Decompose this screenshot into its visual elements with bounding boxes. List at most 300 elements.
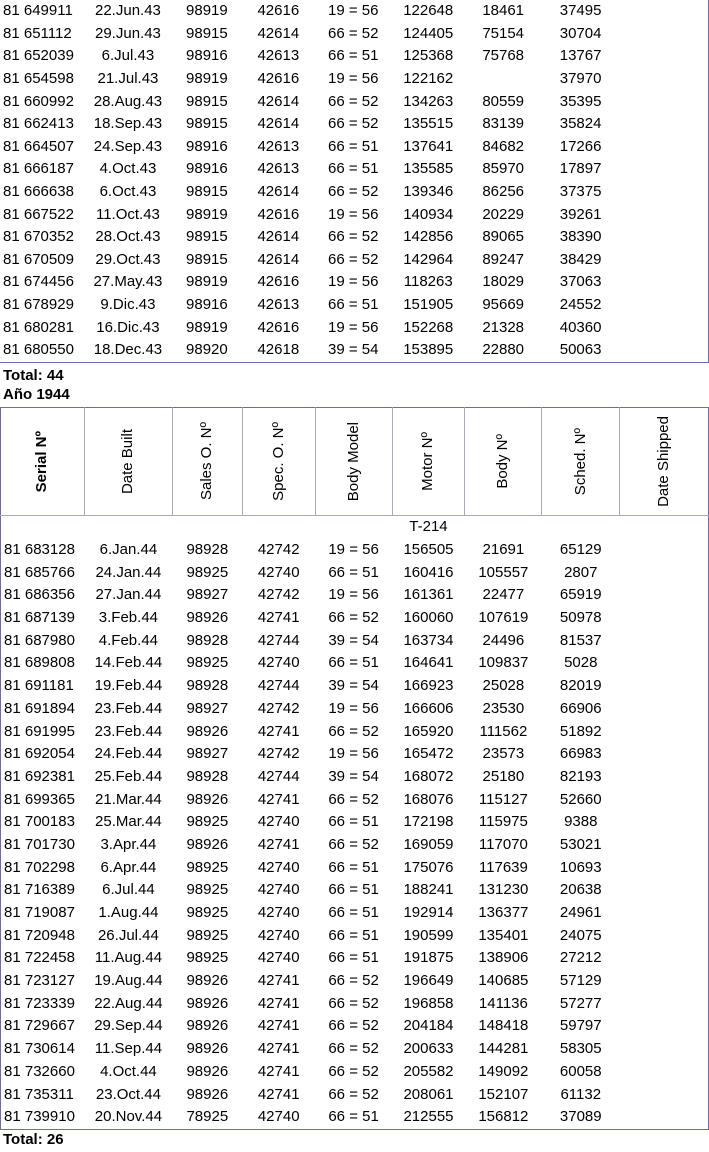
cell-sales-order: 98916 xyxy=(186,137,228,155)
cell-body-model: 19 = 56 xyxy=(328,70,379,88)
cell-sales-order: 98926 xyxy=(186,1040,229,1058)
cell-date-built: 6.Oct.43 xyxy=(99,183,157,201)
cell-date-built: 11.Oct.43 xyxy=(95,205,160,223)
cell-date-shipped xyxy=(620,68,709,91)
cell-date-built: 25.Mar.44 xyxy=(95,813,162,831)
cell-body xyxy=(465,68,542,91)
cell-sched: 35824 xyxy=(559,115,602,133)
cell-motor: 169059 xyxy=(403,835,454,853)
table-row xyxy=(1,675,709,698)
cell-body: 107619 xyxy=(478,609,529,627)
cell-spec-order: 42742 xyxy=(257,699,300,717)
cell-sched: 17266 xyxy=(559,137,602,155)
cell-spec-order: 42740 xyxy=(257,949,300,967)
cell-body: 89247 xyxy=(482,250,525,268)
cell-serial: 81 670352 xyxy=(3,228,74,246)
cell-date-built: 16.Dic.43 xyxy=(96,318,160,336)
cell-motor: 161361 xyxy=(403,586,454,604)
cell-body: 152107 xyxy=(478,1085,529,1103)
cell-serial: 81 699365 xyxy=(4,790,75,808)
cell-sched: 37375 xyxy=(559,183,602,201)
cell-spec-order: 42613 xyxy=(257,160,300,178)
cell-sched: 82019 xyxy=(559,677,602,695)
cell-sched: 2807 xyxy=(564,563,598,581)
cell-spec-order: 42741 xyxy=(257,1085,300,1103)
cell-serial: 81 691894 xyxy=(4,699,75,717)
cell-sales-order: 98920 xyxy=(172,339,242,362)
cell-sched: 65129 xyxy=(559,541,602,559)
cell-sched: 66906 xyxy=(559,699,602,717)
cell-motor: 124405 xyxy=(403,24,454,42)
header-body: Body Nº xyxy=(465,408,542,516)
cell-date-built: 6.Jul.43 xyxy=(101,47,155,65)
cell-date-built: 27.Jan.44 xyxy=(95,586,162,604)
cell-sales-order: 98928 xyxy=(186,631,229,649)
cell-serial: 81 720948 xyxy=(4,926,75,944)
cell-motor: 196649 xyxy=(403,972,454,990)
cell-sched: 57129 xyxy=(559,972,602,990)
cell-spec-order: 42618 xyxy=(242,339,315,362)
cell-motor: 190599 xyxy=(403,926,454,944)
cell-sales-order: 98926 xyxy=(186,835,229,853)
cell-serial: 81 739910 xyxy=(4,1108,75,1126)
cell-date-shipped xyxy=(620,629,709,652)
cell-body-model: 19 = 56 xyxy=(328,273,379,291)
cell-spec-order: 42741 xyxy=(257,1040,300,1058)
cell-date-built: 22.Jun.43 xyxy=(95,2,161,20)
cell-body: 136377 xyxy=(478,904,529,922)
cell-date-built: 29.Jun.43 xyxy=(95,24,161,42)
cell-date-shipped xyxy=(620,23,709,46)
cell-motor: 196858 xyxy=(403,994,454,1012)
cell-sales-order: 98919 xyxy=(186,205,228,223)
cell-sales-order: 98919 xyxy=(186,70,228,88)
cell-body-model: 66 = 52 xyxy=(328,722,379,740)
cell-spec-order: 42613 xyxy=(257,296,300,314)
table-row xyxy=(1,924,709,947)
cell-serial: 81 729667 xyxy=(4,1017,75,1035)
cell-date-shipped xyxy=(620,561,709,584)
cell-date-built: 11.Aug.44 xyxy=(94,949,163,967)
cell-sales-order: 98925 xyxy=(186,654,229,672)
cell-body: 138906 xyxy=(478,949,529,967)
cell-date-shipped xyxy=(620,1015,709,1038)
year-heading: Año 1944 xyxy=(3,386,70,403)
cell-body-model: 66 = 51 xyxy=(328,296,379,314)
cell-date-shipped xyxy=(620,970,709,993)
cell-date-shipped xyxy=(620,675,709,698)
cell-sales-order: 98926 xyxy=(186,1062,229,1080)
table-row xyxy=(1,1061,709,1084)
table-row xyxy=(1,902,709,925)
cell-body: 22880 xyxy=(465,339,542,362)
cell-spec-order: 42741 xyxy=(257,972,300,990)
cell-body-model: 66 = 52 xyxy=(328,250,379,268)
cell-sched: 20638 xyxy=(559,881,602,899)
cell-sched: 38390 xyxy=(559,228,602,246)
cell-body-model: 66 = 51 xyxy=(328,137,379,155)
cell-date-built: 23.Feb.44 xyxy=(94,722,163,740)
table-row xyxy=(0,0,709,23)
cell-serial: 81 719087 xyxy=(4,904,75,922)
cell-body: 141136 xyxy=(478,994,528,1012)
cell-spec-order: 42741 xyxy=(257,994,300,1012)
cell-sales-order: 98925 xyxy=(186,904,229,922)
cell-body: 109837 xyxy=(478,654,529,672)
table-row xyxy=(0,45,709,68)
cell-serial: 81 692381 xyxy=(4,767,75,785)
table-row xyxy=(1,766,709,789)
cell-body: 21328 xyxy=(482,318,525,336)
cell-date-built: 23.Feb.44 xyxy=(94,699,163,717)
cell-serial: 81 666638 xyxy=(3,183,74,201)
cell-motor: 172198 xyxy=(403,813,454,831)
cell-date-shipped xyxy=(620,652,709,675)
cell-sales-order: 98927 xyxy=(186,699,229,717)
cell-body-model: 66 = 52 xyxy=(328,1085,379,1103)
cell-motor: 137641 xyxy=(403,137,454,155)
cell-sales-order: 98926 xyxy=(186,1017,229,1035)
cell-motor: 151905 xyxy=(403,296,454,314)
cell-date-shipped xyxy=(620,45,709,68)
table-row xyxy=(1,811,709,834)
cell-date-shipped xyxy=(620,539,709,562)
cell-body: 117070 xyxy=(478,835,528,853)
cell-body-model: 39 = 54 xyxy=(328,631,379,649)
cell-sales-order: 98928 xyxy=(186,677,229,695)
cell-body: 131230 xyxy=(478,881,529,899)
cell-motor: 125368 xyxy=(403,47,454,65)
cell-body: 105557 xyxy=(478,563,529,581)
cell-date-built: 4.Feb.44 xyxy=(98,631,159,649)
cell-date-built: 21.Jul.43 xyxy=(97,70,159,88)
cell-spec-order: 42740 xyxy=(257,881,300,899)
cell-sales-order: 98925 xyxy=(186,563,229,581)
table-row xyxy=(1,879,709,902)
table-row xyxy=(0,226,709,249)
cell-date-built: 3.Apr.44 xyxy=(100,835,157,853)
cell-spec-order: 42741 xyxy=(257,609,300,627)
cell-motor: 168076 xyxy=(403,790,454,808)
cell-sales-order: 98915 xyxy=(186,250,228,268)
cell-date-shipped xyxy=(620,1038,709,1061)
cell-motor: 142964 xyxy=(403,250,454,268)
table-row xyxy=(1,1083,709,1106)
cell-body-model: 19 = 56 xyxy=(328,745,379,763)
cell-date-shipped xyxy=(620,766,709,789)
total-1944: Total: 26 xyxy=(3,1131,64,1148)
table-row xyxy=(1,788,709,811)
cell-serial: 81 701730 xyxy=(4,835,75,853)
cell-spec-order: 42744 xyxy=(257,677,300,695)
cell-sched: 13767 xyxy=(559,47,602,65)
cell-spec-order: 42742 xyxy=(257,541,300,559)
cell-body-model: 66 = 51 xyxy=(328,926,379,944)
cell-serial: 81 664507 xyxy=(3,137,74,155)
table-row xyxy=(1,629,709,652)
header-sales-order: Sales O. Nº xyxy=(172,408,242,516)
cell-body: 86256 xyxy=(482,183,525,201)
table-row xyxy=(1,992,709,1015)
cell-sales-order: 98919 xyxy=(186,2,228,20)
cell-spec-order: 42740 xyxy=(257,654,300,672)
table-row xyxy=(0,68,709,91)
cell-date-shipped xyxy=(620,136,709,159)
cell-sched: 24075 xyxy=(559,926,602,944)
cell-serial: 81 678929 xyxy=(3,296,74,314)
cell-motor: 188241 xyxy=(403,881,454,899)
cell-date-shipped xyxy=(620,743,709,766)
cell-sales-order: 98915 xyxy=(186,115,228,133)
cell-sched: 58305 xyxy=(559,1040,602,1058)
cell-sales-order: 98926 xyxy=(186,790,229,808)
cell-sched: 50978 xyxy=(559,609,602,627)
cell-date-built: 6.Jul.44 xyxy=(102,881,155,899)
cell-date-built: 27.May.43 xyxy=(93,273,163,291)
cell-sched: 59797 xyxy=(559,1017,602,1035)
cell-date-built: 22.Aug.44 xyxy=(94,994,163,1012)
cell-body-model: 66 = 52 xyxy=(328,972,379,990)
cell-date-shipped xyxy=(620,0,709,23)
cell-date-shipped xyxy=(620,811,709,834)
table-row xyxy=(1,743,709,766)
cell-date-built: 4.Oct.44 xyxy=(100,1062,157,1080)
cell-sched: 53021 xyxy=(559,835,602,853)
cell-sched: 50063 xyxy=(542,339,620,362)
cell-spec-order: 42613 xyxy=(257,137,300,155)
cell-body: 83139 xyxy=(482,115,525,133)
cell-date-built: 26.Jul.44 xyxy=(97,926,159,944)
cell-spec-order: 42614 xyxy=(257,115,300,133)
cell-date-shipped xyxy=(620,203,709,226)
table-row xyxy=(1,584,709,607)
cell-motor: 134263 xyxy=(403,92,454,110)
cell-body: 20229 xyxy=(482,205,525,223)
cell-date-built: 29.Oct.43 xyxy=(95,250,161,268)
header-serial: Serial Nº xyxy=(1,408,85,516)
cell-serial: 81 683128 xyxy=(4,541,75,559)
cell-serial: 81 649911 xyxy=(3,2,73,20)
table-1943-continuation xyxy=(0,0,709,363)
cell-sales-order: 98926 xyxy=(186,994,229,1012)
cell-date-built: 6.Apr.44 xyxy=(100,858,157,876)
cell-spec-order: 42741 xyxy=(257,835,300,853)
cell-sales-order: 98926 xyxy=(186,722,229,740)
cell-sales-order: 98915 xyxy=(186,183,228,201)
cell-body: 95669 xyxy=(482,296,525,314)
cell-body: 22477 xyxy=(482,586,525,604)
cell-sched: 37495 xyxy=(559,2,602,20)
cell-date-shipped xyxy=(620,607,709,630)
cell-date-built: 24.Jan.44 xyxy=(95,563,162,581)
cell-body: 115127 xyxy=(478,790,528,808)
cell-body: 117639 xyxy=(478,858,528,876)
table-row xyxy=(0,158,709,181)
cell-date-built: 28.Oct.43 xyxy=(95,228,161,246)
header-date-shipped: Date Shipped xyxy=(620,408,709,516)
cell-serial: 81 670509 xyxy=(3,250,74,268)
cell-serial: 81 732660 xyxy=(4,1062,75,1080)
cell-date-shipped xyxy=(620,834,709,857)
cell-body-model: 66 = 52 xyxy=(328,609,379,627)
cell-spec-order: 42614 xyxy=(257,183,300,201)
cell-serial: 81 662413 xyxy=(3,115,74,133)
cell-body-model: 19 = 56 xyxy=(328,541,379,559)
cell-serial: 81 723339 xyxy=(4,994,75,1012)
cell-date-shipped xyxy=(620,271,709,294)
table-row xyxy=(0,294,709,317)
cell-date-built: 24.Feb.44 xyxy=(94,745,163,763)
cell-spec-order: 42616 xyxy=(257,205,300,223)
cell-spec-order: 42740 xyxy=(257,563,300,581)
table-row xyxy=(1,947,709,970)
cell-date-built: 25.Feb.44 xyxy=(94,767,163,785)
table-row xyxy=(0,339,709,362)
table-row xyxy=(0,316,709,339)
cell-date-built: 21.Mar.44 xyxy=(95,790,162,808)
cell-serial: 81 667522 xyxy=(3,205,74,223)
cell-body: 144281 xyxy=(478,1040,529,1058)
cell-sales-order: 98925 xyxy=(186,813,229,831)
cell-date-shipped xyxy=(620,879,709,902)
cell-sched: 9388 xyxy=(564,813,598,831)
cell-spec-order: 42740 xyxy=(257,813,300,831)
cell-date-built: 24.Sep.43 xyxy=(93,137,163,155)
table-row xyxy=(1,856,709,879)
cell-body-model: 19 = 56 xyxy=(328,699,379,717)
cell-date-shipped xyxy=(620,181,709,204)
cell-motor: 135585 xyxy=(403,160,454,178)
cell-sched: 61132 xyxy=(560,1085,602,1103)
table-row xyxy=(1,720,709,743)
cell-body: 135401 xyxy=(478,926,529,944)
cell-body-model: 66 = 51 xyxy=(328,858,379,876)
cell-sched: 82193 xyxy=(559,767,602,785)
cell-serial: 81 692054 xyxy=(4,745,75,763)
header-spec-order: Spec. O. Nº xyxy=(242,408,315,516)
cell-motor: 192914 xyxy=(403,904,454,922)
cell-spec-order: 42741 xyxy=(257,1062,300,1080)
cell-spec-order: 42614 xyxy=(257,228,300,246)
cell-sched: 35395 xyxy=(559,92,602,110)
cell-sales-order: 78925 xyxy=(186,1108,229,1126)
cell-body: 140685 xyxy=(478,972,529,990)
cell-motor: 175076 xyxy=(403,858,454,876)
cell-date-built: 3.Feb.44 xyxy=(98,609,159,627)
cell-serial: 81 700183 xyxy=(4,813,75,831)
cell-body-model: 66 = 51 xyxy=(328,881,379,899)
cell-body-model: 19 = 56 xyxy=(328,318,379,336)
cell-motor: 122162 xyxy=(403,70,454,88)
cell-sched: 37089 xyxy=(559,1108,602,1126)
cell-date-built: 29.Sep.44 xyxy=(94,1017,163,1035)
cell-serial: 81 716389 xyxy=(4,881,75,899)
table-row xyxy=(1,1038,709,1061)
cell-body-model: 66 = 52 xyxy=(328,115,379,133)
cell-body-model: 19 = 56 xyxy=(328,2,379,20)
cell-body: 75154 xyxy=(482,24,525,42)
header-row xyxy=(1,408,709,516)
cell-sales-order: 98927 xyxy=(186,586,229,604)
cell-serial: 81 686356 xyxy=(4,586,75,604)
cell-date-built: 23.Oct.44 xyxy=(95,1085,161,1103)
cell-body: 111562 xyxy=(479,722,528,740)
cell-body-model: 66 = 52 xyxy=(328,994,379,1012)
cell-serial: 81 685766 xyxy=(4,563,75,581)
table-row xyxy=(1,834,709,857)
cell-date-built: 4.Oct.43 xyxy=(99,160,157,178)
header-motor: Motor Nº xyxy=(392,408,465,516)
table-row xyxy=(0,249,709,272)
cell-sched: 51892 xyxy=(559,722,602,740)
cell-motor: 160416 xyxy=(403,563,454,581)
cell-body: 18029 xyxy=(482,273,525,291)
cell-spec-order: 42741 xyxy=(257,722,300,740)
cell-date-shipped xyxy=(620,947,709,970)
cell-sales-order: 98915 xyxy=(186,228,228,246)
cell-body-model: 66 = 51 xyxy=(328,949,379,967)
cell-serial: 81 689808 xyxy=(4,654,75,672)
cell-body: 23573 xyxy=(482,745,525,763)
cell-spec-order: 42740 xyxy=(257,926,300,944)
cell-sales-order: 98919 xyxy=(186,318,228,336)
cell-sales-order: 98928 xyxy=(186,541,229,559)
cell-body-model: 66 = 51 xyxy=(328,813,379,831)
cell-body-model: 66 = 52 xyxy=(328,228,379,246)
cell-motor: 166923 xyxy=(403,677,454,695)
cell-motor: 168072 xyxy=(403,767,454,785)
cell-serial: 81 680281 xyxy=(3,318,74,336)
cell-sched: 27212 xyxy=(559,949,602,967)
cell-date-built: 14.Feb.44 xyxy=(94,654,163,672)
cell-body: 148418 xyxy=(478,1017,529,1035)
table-row xyxy=(0,90,709,113)
cell-motor: 208061 xyxy=(403,1085,454,1103)
cell-sched: 37970 xyxy=(559,70,602,88)
cell-sales-order: 98916 xyxy=(186,160,228,178)
cell-sched: 24961 xyxy=(559,904,602,922)
cell-date-built: 28.Aug.43 xyxy=(93,92,163,110)
cell-sched: 57277 xyxy=(559,994,602,1012)
cell-sales-order: 98926 xyxy=(186,1085,229,1103)
cell-date-shipped xyxy=(620,1083,709,1106)
cell-serial: 81 723127 xyxy=(4,972,75,990)
cell-date-shipped xyxy=(620,1061,709,1084)
cell-date-shipped xyxy=(620,226,709,249)
cell-body-model: 19 = 56 xyxy=(328,586,379,604)
cell-motor: 142856 xyxy=(403,228,454,246)
cell-sales-order: 98916 xyxy=(186,296,228,314)
cell-motor: 152268 xyxy=(403,318,454,336)
cell-sales-order: 98925 xyxy=(186,926,229,944)
cell-body-model: 66 = 52 xyxy=(328,183,379,201)
cell-body: 24496 xyxy=(482,631,525,649)
cell-sales-order: 98916 xyxy=(186,47,228,65)
cell-date-shipped xyxy=(620,720,709,743)
table-row xyxy=(1,561,709,584)
cell-sales-order: 98915 xyxy=(186,24,228,42)
cell-body-model: 39 = 54 xyxy=(328,677,379,695)
cell-date-shipped xyxy=(620,90,709,113)
cell-sched: 10693 xyxy=(559,858,602,876)
cell-spec-order: 42742 xyxy=(257,586,300,604)
header-date-built: Date Built xyxy=(84,408,172,516)
cell-body: 149092 xyxy=(478,1062,529,1080)
cell-date-shipped xyxy=(620,584,709,607)
table-row xyxy=(0,136,709,159)
cell-date-built: 19.Aug.44 xyxy=(94,972,163,990)
cell-spec-order: 42740 xyxy=(257,1108,300,1126)
